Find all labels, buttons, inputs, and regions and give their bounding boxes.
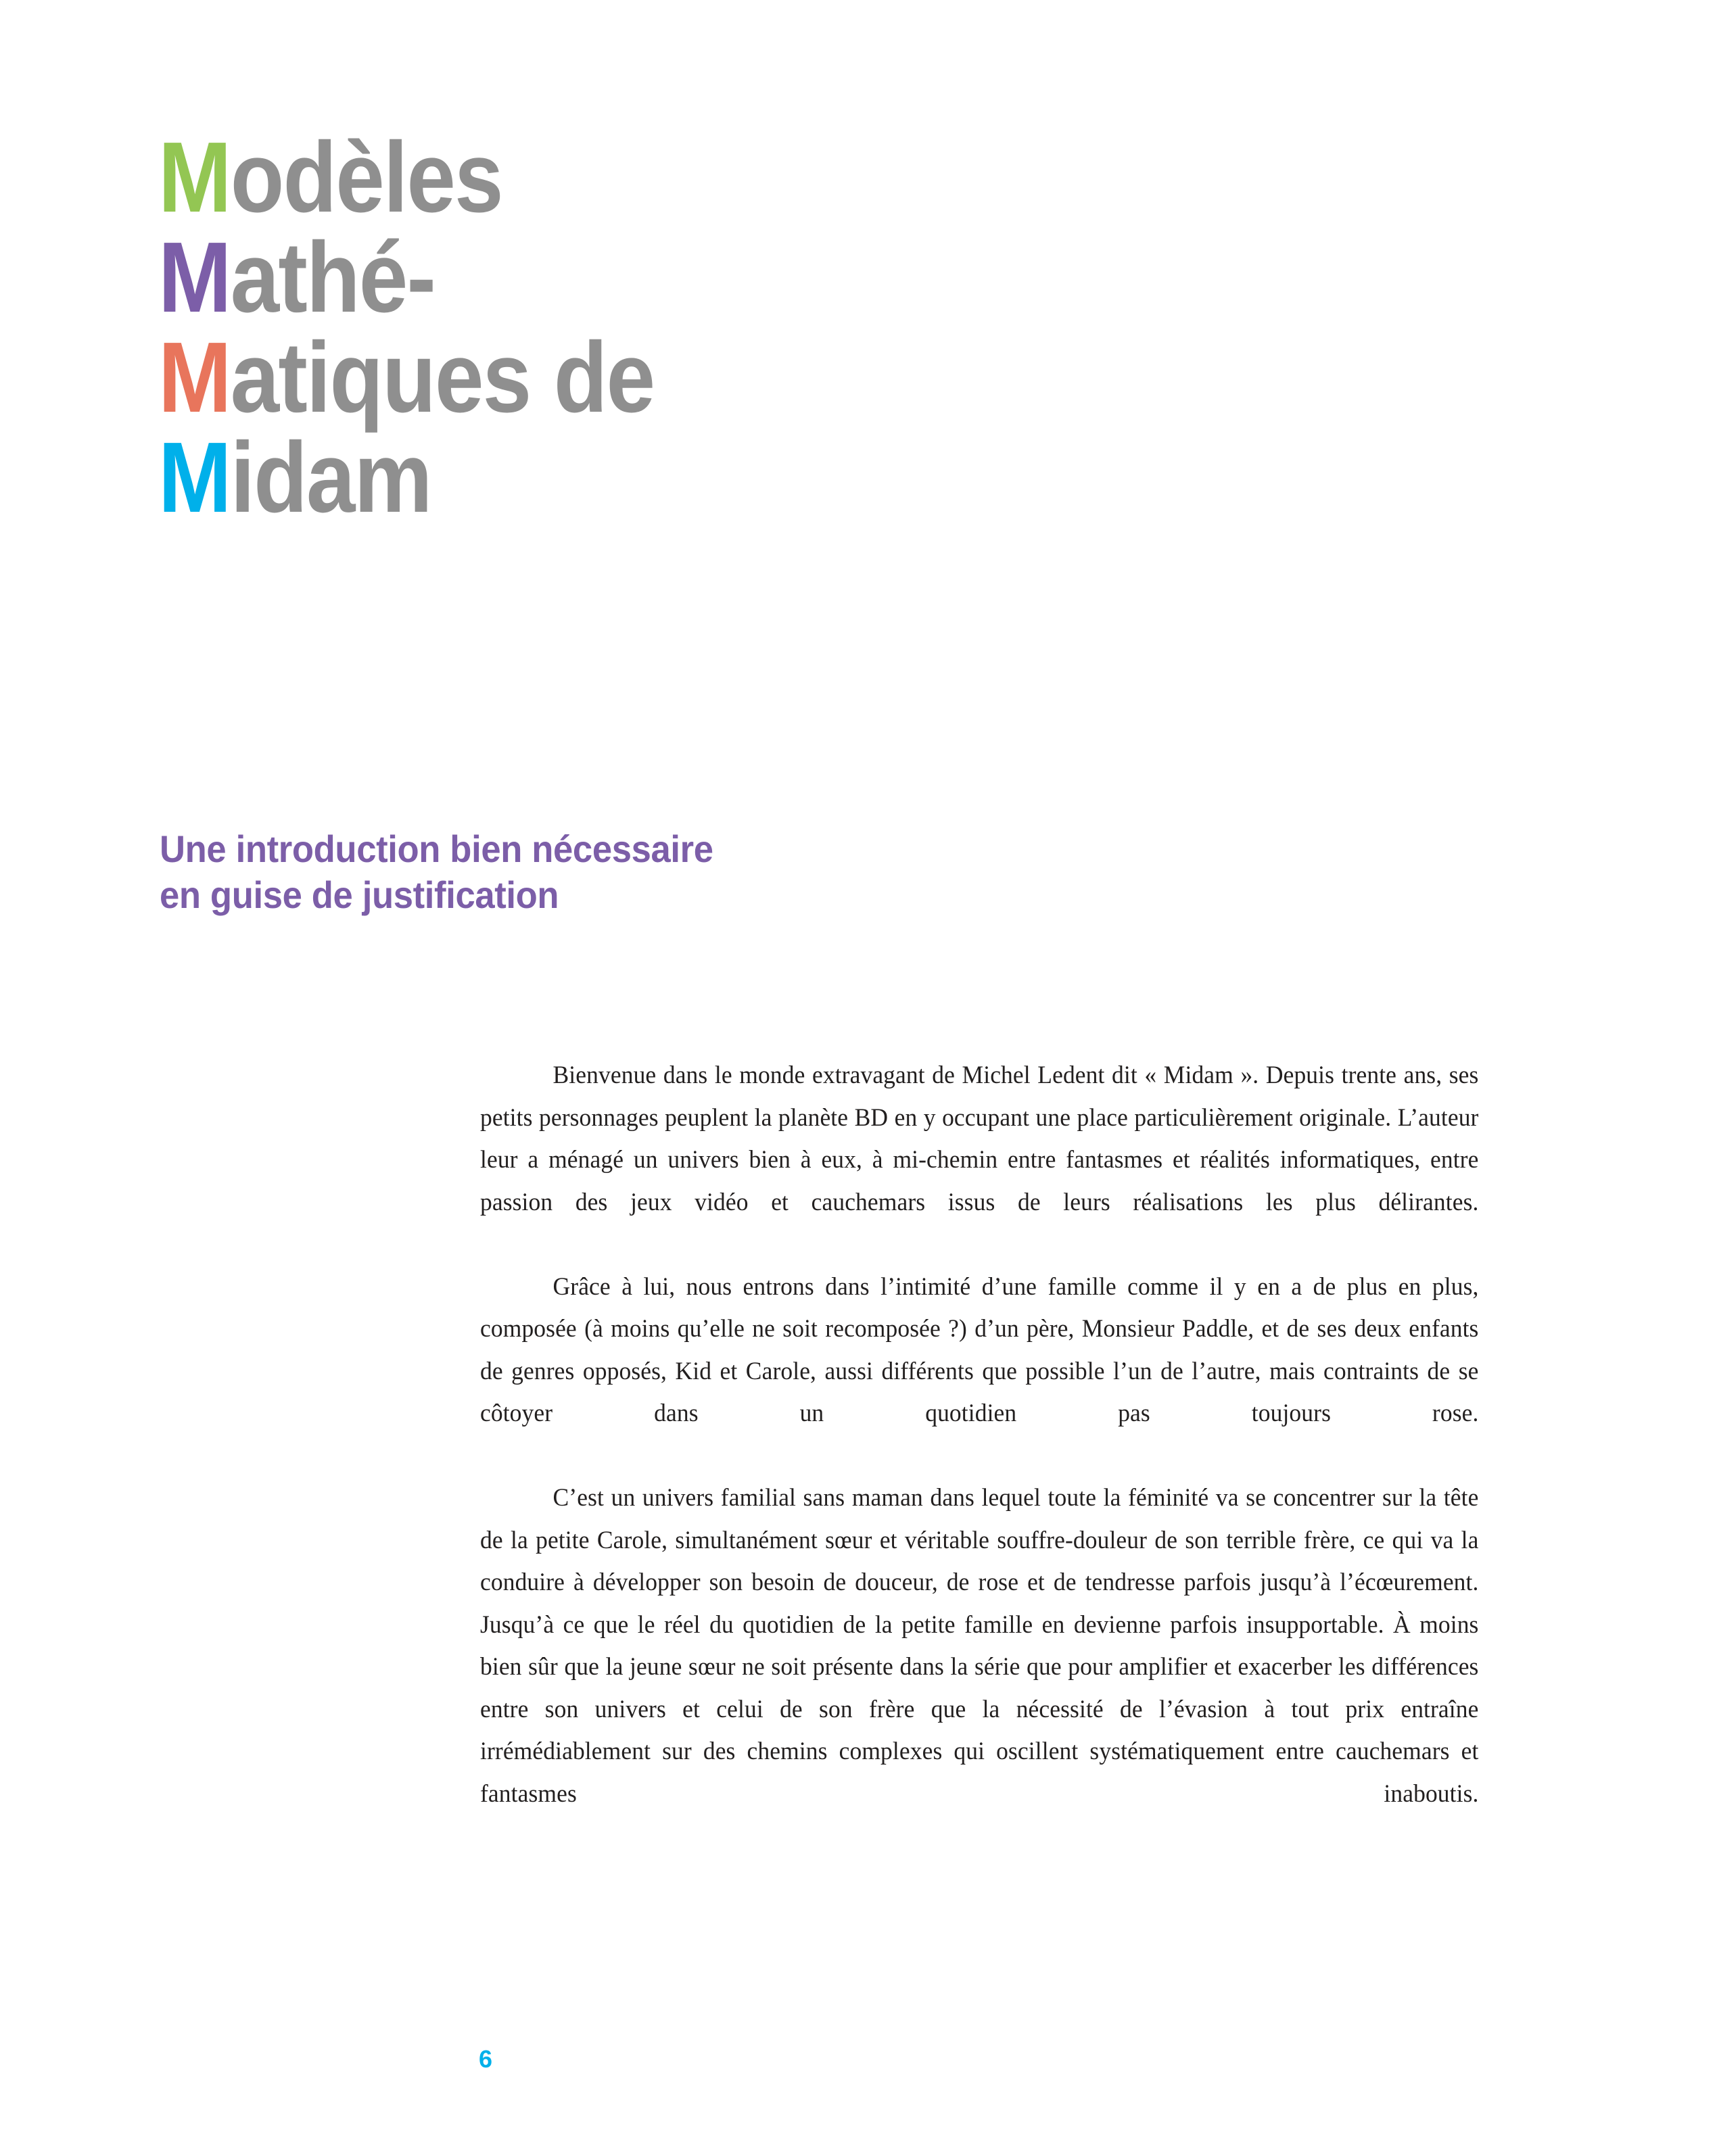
- title-rest-3: atiques de: [230, 322, 655, 433]
- body-text-column: [480, 1055, 1520, 1858]
- title-line-3: [158, 322, 1110, 433]
- title-rest-2: athé-: [230, 222, 436, 333]
- title-line-2: [158, 222, 1110, 333]
- page-title: [158, 122, 1240, 533]
- body-paragraph: Bienvenue dans le monde extravagant de Michel Ledent dit « Midam ». Depuis trente ans, ses petits personnages peuplent la planète BD en y occupant une place particulièrement originale. L’auteur leur a ménagé un univers bien à eux, à mi-chemin entre fantasmes et réalités informatiques, entre passion des jeux vidéo et cauchemars issus de leurs réalisations les plus délirantes.: [480, 1061, 1479, 1216]
- title-rest-4: idam: [230, 422, 431, 533]
- body-paragraph: Grâce à lui, nous entrons dans l’intimité d’une famille comme il y en a de plus en plus, composée (à moins qu’elle ne soit recomposée ?) d’un père, Monsieur Paddle, et de ses deux enfants de genres opposés, Kid et Carole, aussi différents que possible l’un de l’autre, mais contraints de se côtoyer dans un quotidien pas toujours rose.: [480, 1272, 1479, 1427]
- subtitle-line-1: Une introduction bien nécessaire: [160, 828, 713, 870]
- title-dropcap-3: M: [158, 322, 231, 433]
- title-line-1: [158, 122, 1110, 233]
- title-dropcap-2: M: [158, 222, 231, 333]
- title-line-4: [158, 422, 1110, 533]
- page-subtitle: [160, 826, 1113, 918]
- body-paragraph: C’est un univers familial sans maman dans lequel toute la féminité va se concentrer sur la tête de la petite Carole, simultanément sœur et véritable souffre-douleur de son terrible frère, ce qui va la conduire à développer son besoin de douceur, de rose et de tendresse parfois jusqu’à l’écœurement. Jusqu’à ce que le réel du quotidien de la petite famille en devienne parfois insupportable. À moins bien sûr que la jeune sœur ne soit présente dans la série que pour amplifier et exacerber les différences entre son univers et celui de son frère que la nécessité de l’évasion à tout prix entraîne irrémédiablement sur des chemins complexes qui oscillent systématiquement entre cauchemars et fantasmes inaboutis.: [480, 1484, 1479, 1808]
- title-rest-1: odèles: [230, 122, 502, 233]
- title-dropcap-1: M: [158, 122, 231, 233]
- subtitle-line-2: en guise de justification: [160, 873, 559, 916]
- title-dropcap-4: M: [158, 422, 231, 533]
- page-number: 6: [479, 2045, 493, 2073]
